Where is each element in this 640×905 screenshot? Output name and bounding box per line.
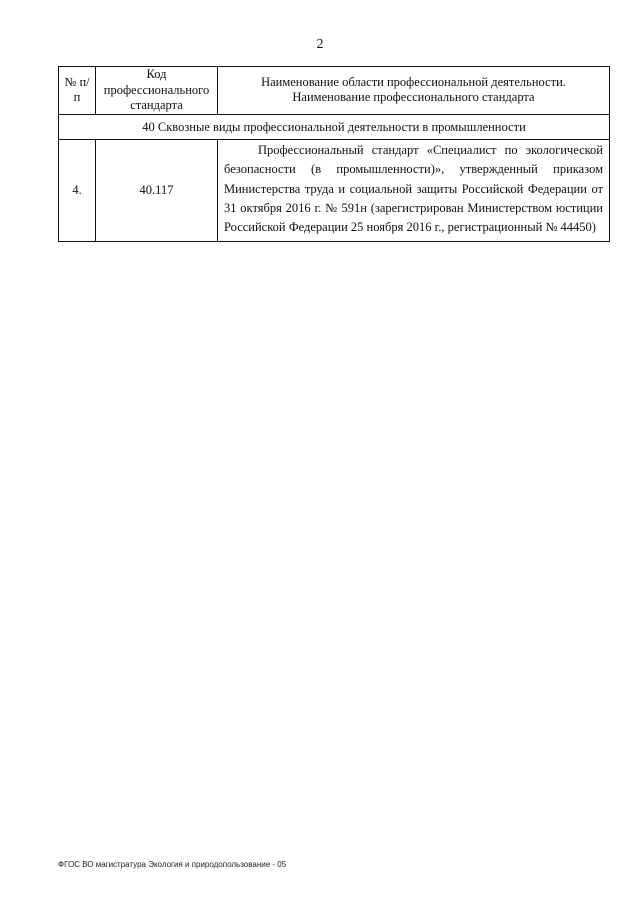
header-standard-name: [218, 67, 610, 115]
document-footer: ФГОС ВО магистратура Экология и природопользование - 05: [58, 860, 287, 869]
table-row: [59, 139, 610, 241]
professional-standards-table: [58, 66, 610, 242]
section-row: [59, 114, 610, 139]
row-standard-code: 40.117: [96, 139, 218, 241]
row-number: 4.: [59, 139, 96, 241]
header-standard-code: Код профессионального стандарта: [96, 67, 218, 115]
section-title: 40 Сквозные виды профессиональной деятельности в промышленности: [59, 114, 610, 139]
row-standard-description: Профессиональный стандарт «Специалист по экологической безопасности (в промышленности)», утвержденный приказом Министерства труда и социальной защиты Российской Федерации от 31 октября 2016 г. № 591н (зарегистрирован Министерством юстиции Российской Федерации 25 ноября 2016 г., регистрационный № 44450): [218, 139, 610, 241]
header-number: № п/п: [59, 67, 96, 115]
page-number: 2: [316, 37, 324, 52]
header-name-line-1: Наименование области профессиональной деятельности.: [261, 74, 566, 89]
header-name-line-2: Наименование профессионального стандарта: [292, 90, 535, 105]
table-header-row: [59, 67, 610, 115]
